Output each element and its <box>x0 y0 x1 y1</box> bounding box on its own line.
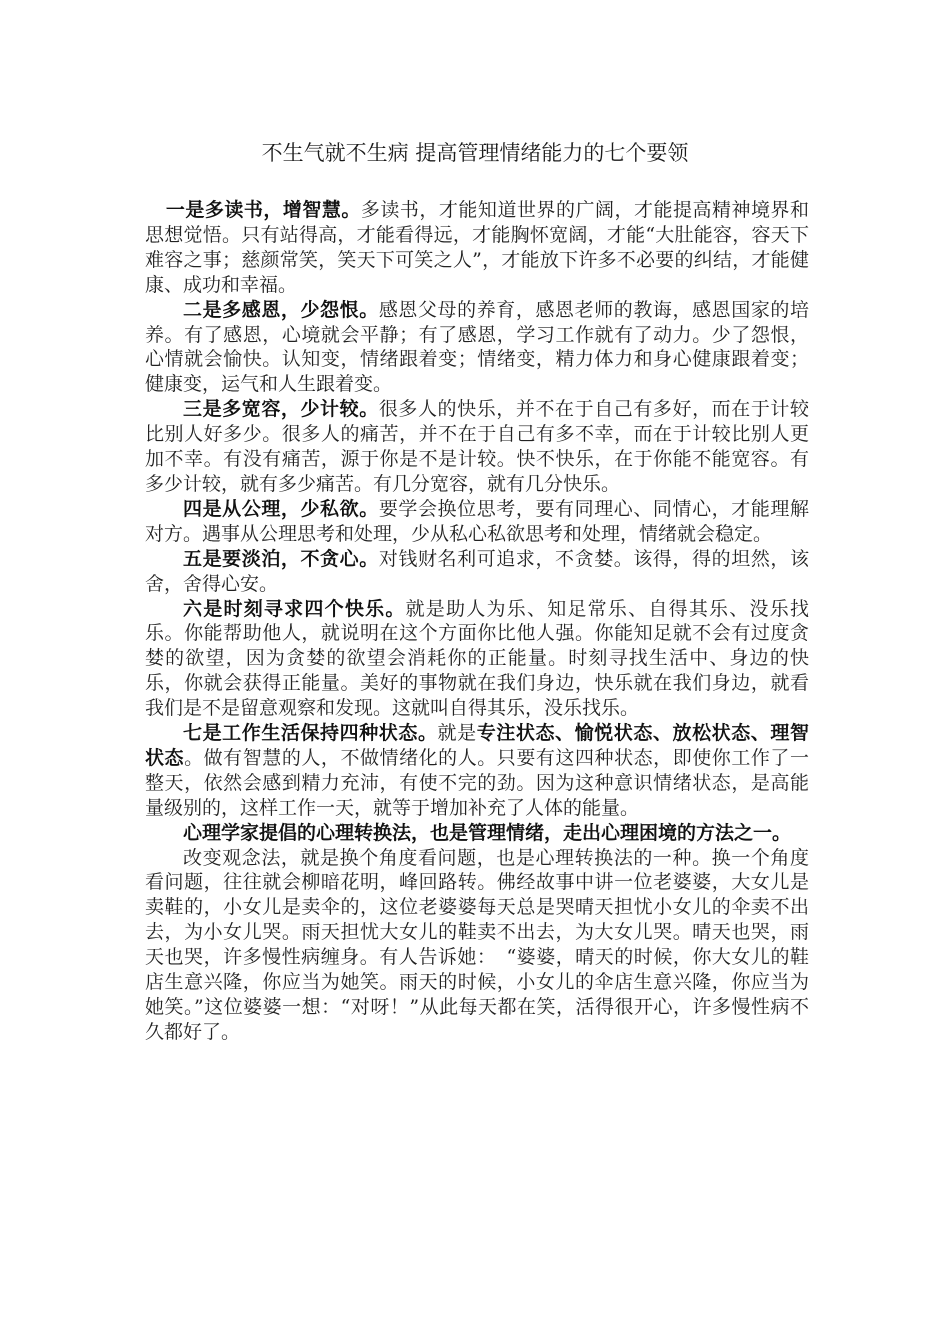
document-title: 不生气就不生病 提高管理情绪能力的七个要领 <box>261 141 689 165</box>
paragraph-text: 就是助人为乐、知足常乐、自得其乐、没乐找乐。你能帮助他人，就说明在这个方面你比他人强。你能知足就不会有过度贪婪的欲望，因为贪婪的欲望会消耗你的正能量。时刻寻找生活中、身边的快乐，你就会获得正能量。美好的事物就在我们身边，快乐就在我们身边，就看我们是不是留意观察和发现。这就叫自得其乐，没乐找乐。 <box>145 597 809 720</box>
paragraph-lead: 六是时刻寻求四个快乐。 <box>183 597 406 620</box>
paragraph-lead: 四是从公理，少私欲。 <box>183 497 379 520</box>
paragraph-6 <box>145 597 809 722</box>
paragraph-text: 改变观念法，就是换个角度看问题，也是心理转换法的一种。换一个角度看问题，往往就会柳暗花明，峰回路转。佛经故事中讲一位老婆婆，大女儿是卖鞋的，小女儿是卖伞的，这位老婆婆每天总是哭晴天担忧小女儿的伞卖不出去，为小女儿哭。雨天担忧大女儿的鞋卖不出去，为大女儿哭。晴天也哭，雨天也哭，许多慢性病缠身。有人告诉她： “婆婆，晴天的时候，你大女儿的鞋店生意兴隆，你应当为她笑。雨天的时候，小女儿的伞店生意兴隆，你应当为她笑。”这位婆婆一想：“对呀！”从此每天都在笑，活得很开心，许多慢性病不久都好了。 <box>145 846 809 1043</box>
paragraph-text: 要学会换位思考，要有同理心、同情心，才能理解对方。遇事从公理思考和处理，少从私心私欲思考和处理，情绪就会稳定。 <box>145 497 809 545</box>
section-heading <box>145 821 809 846</box>
paragraph-lead: 一是多读书，增智慧。 <box>165 199 361 221</box>
paragraph-lead: 七是工作生活保持四种状态。 <box>183 722 438 745</box>
paragraph-4 <box>145 497 809 547</box>
paragraph-text: 对钱财名利可追求，不贪婪。该得，得的坦然，该舍，舍得心安。 <box>145 547 809 595</box>
paragraph-text: 多读书，才能知道世界的广阔，才能提高精神境界和思想觉悟。只有站得高，才能看得远，才能胸怀宽阔，才能“大肚能容，容天下难容之事；慈颜常笑，笑天下可笑之人”，才能放下许多不必要的纠结，才能健康、成功和幸福。 <box>145 199 809 296</box>
paragraph-9 <box>145 846 809 1045</box>
paragraph-7 <box>145 721 809 821</box>
paragraph-emphasis: 专注状态、愉悦状态、放松状态、理智状态 <box>145 722 809 769</box>
paragraph-text: 。做有智慧的人，不做情绪化的人。只要有这四种状态，即使你工作了一整天，依然会感到精力充沛，有使不完的劲。因为这种意识情绪状态，是高能量级别的，这样工作一天，就等于增加补充了人体的能量。 <box>145 746 809 819</box>
paragraph-text: 很多人的快乐，并不在于自己有多好，而在于计较比别人好多少。很多人的痛苦，并不在于自己有多不幸，而在于计较比别人更加不幸。有没有痛苦，源于你是不是计较。快不快乐，在于你能不能宽容。有多少计较，就有多少痛苦。有几分宽容，就有几分快乐。 <box>145 398 809 495</box>
paragraph-1 <box>145 198 809 298</box>
paragraph-2 <box>145 298 809 398</box>
paragraph-text: 感恩父母的养育，感恩老师的教诲，感恩国家的培养。有了感恩，心境就会平静；有了感恩，学习工作就有了动力。少了怨恨，心情就会愉快。认知变，情绪跟着变；情绪变，精力体力和身心健康跟着变；健康变，运气和人生跟着变。 <box>145 298 809 396</box>
paragraph-3 <box>145 397 809 497</box>
paragraph-lead: 二是多感恩，少怨恨。 <box>183 298 379 321</box>
paragraph-5 <box>145 547 809 597</box>
paragraph-text: 就是 <box>437 722 477 745</box>
paragraph-lead: 三是多宽容，少计较。 <box>183 398 379 421</box>
section-heading-text: 心理学家提倡的心理转换法，也是管理情绪，走出心理困境的方法之一。 <box>183 821 792 844</box>
document-body <box>145 198 809 1045</box>
paragraph-lead: 五是要淡泊，不贪心。 <box>183 547 379 570</box>
